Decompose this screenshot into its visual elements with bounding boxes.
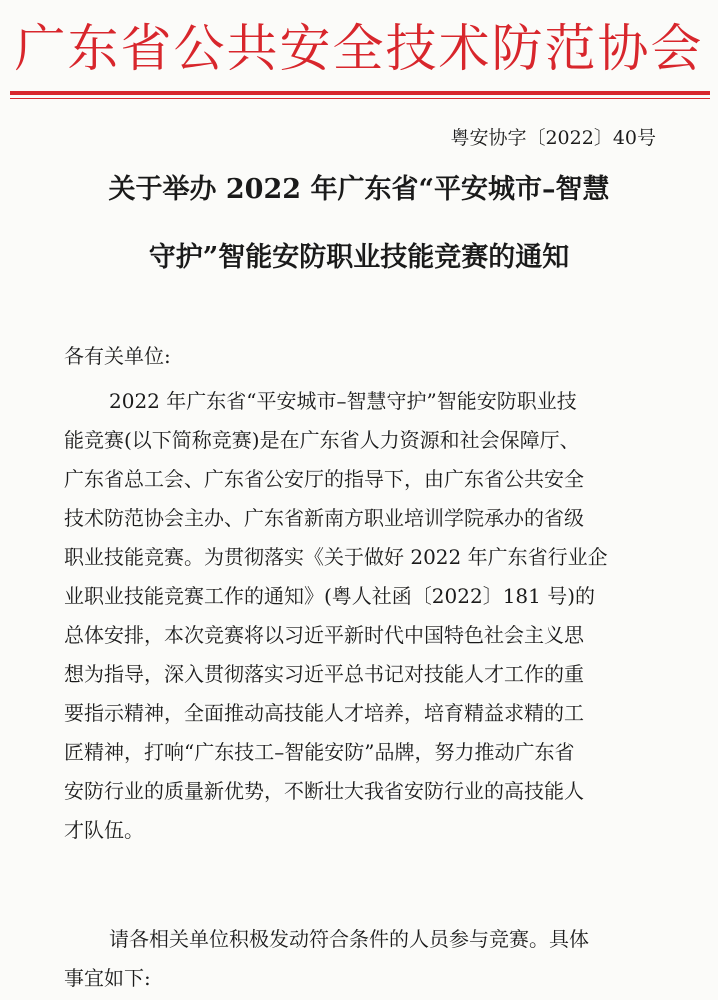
paragraph-1-line: 2022 年广东省“平安城市–智慧守护”智能安防职业技: [109, 389, 577, 413]
document-title-line-1: 关于举办 2022 年广东省“平安城市–智慧: [108, 174, 610, 205]
paragraph-1-line: 能竞赛(以下简称竞赛)是在广东省人力资源和社会保障厅、: [64, 428, 580, 452]
paragraph-1-line: 想为指导，深入贯彻落实习近平总书记对技能人才工作的重: [64, 662, 584, 686]
letterhead-rule-thick: [10, 91, 710, 95]
paragraph-1-line: 安防行业的质量新优势，不断壮大我省安防行业的高技能人: [64, 779, 584, 803]
paragraph-2-line: 请各相关单位积极发动符合条件的人员参与竞赛。具体: [109, 927, 589, 951]
document-title-line-2: 守护”智能安防职业技能竞赛的通知: [148, 242, 570, 273]
paragraph-1-line: 才队伍。: [64, 818, 144, 842]
paragraph-1: [64, 382, 660, 850]
paragraph-1-line: 匠精神，打响“广东技工–智能安防”品牌，努力推动广东省: [64, 740, 575, 764]
paragraph-1-line: 技术防范协会主办、广东省新南方职业培训学院承办的省级: [64, 506, 584, 530]
document-number: 粤安协字〔2022〕40号: [450, 127, 656, 149]
paragraph-2-line: 事宜如下:: [64, 966, 151, 990]
paragraph-1-line: 要指示精神，全面推动高技能人才培养，培育精益求精的工: [64, 701, 584, 725]
salutation: 各有关单位:: [64, 344, 171, 368]
paragraph-2: [64, 920, 660, 998]
letterhead-rule-thin: [10, 98, 710, 99]
paragraph-1-line: 广东省总工会、广东省公安厅的指导下，由广东省公共安全: [64, 467, 584, 491]
paragraph-1-line: 职业技能竞赛。为贯彻落实《关于做好 2022 年广东省行业企: [64, 545, 608, 569]
paragraph-1-line: 业职业技能竞赛工作的通知》(粤人社函〔2022〕181 号)的: [64, 584, 596, 608]
letterhead-org-name: 广东省公共安全技术防范协会: [14, 20, 704, 79]
paragraph-1-line: 总体安排，本次竞赛将以习近平新时代中国特色社会主义思: [64, 623, 584, 647]
